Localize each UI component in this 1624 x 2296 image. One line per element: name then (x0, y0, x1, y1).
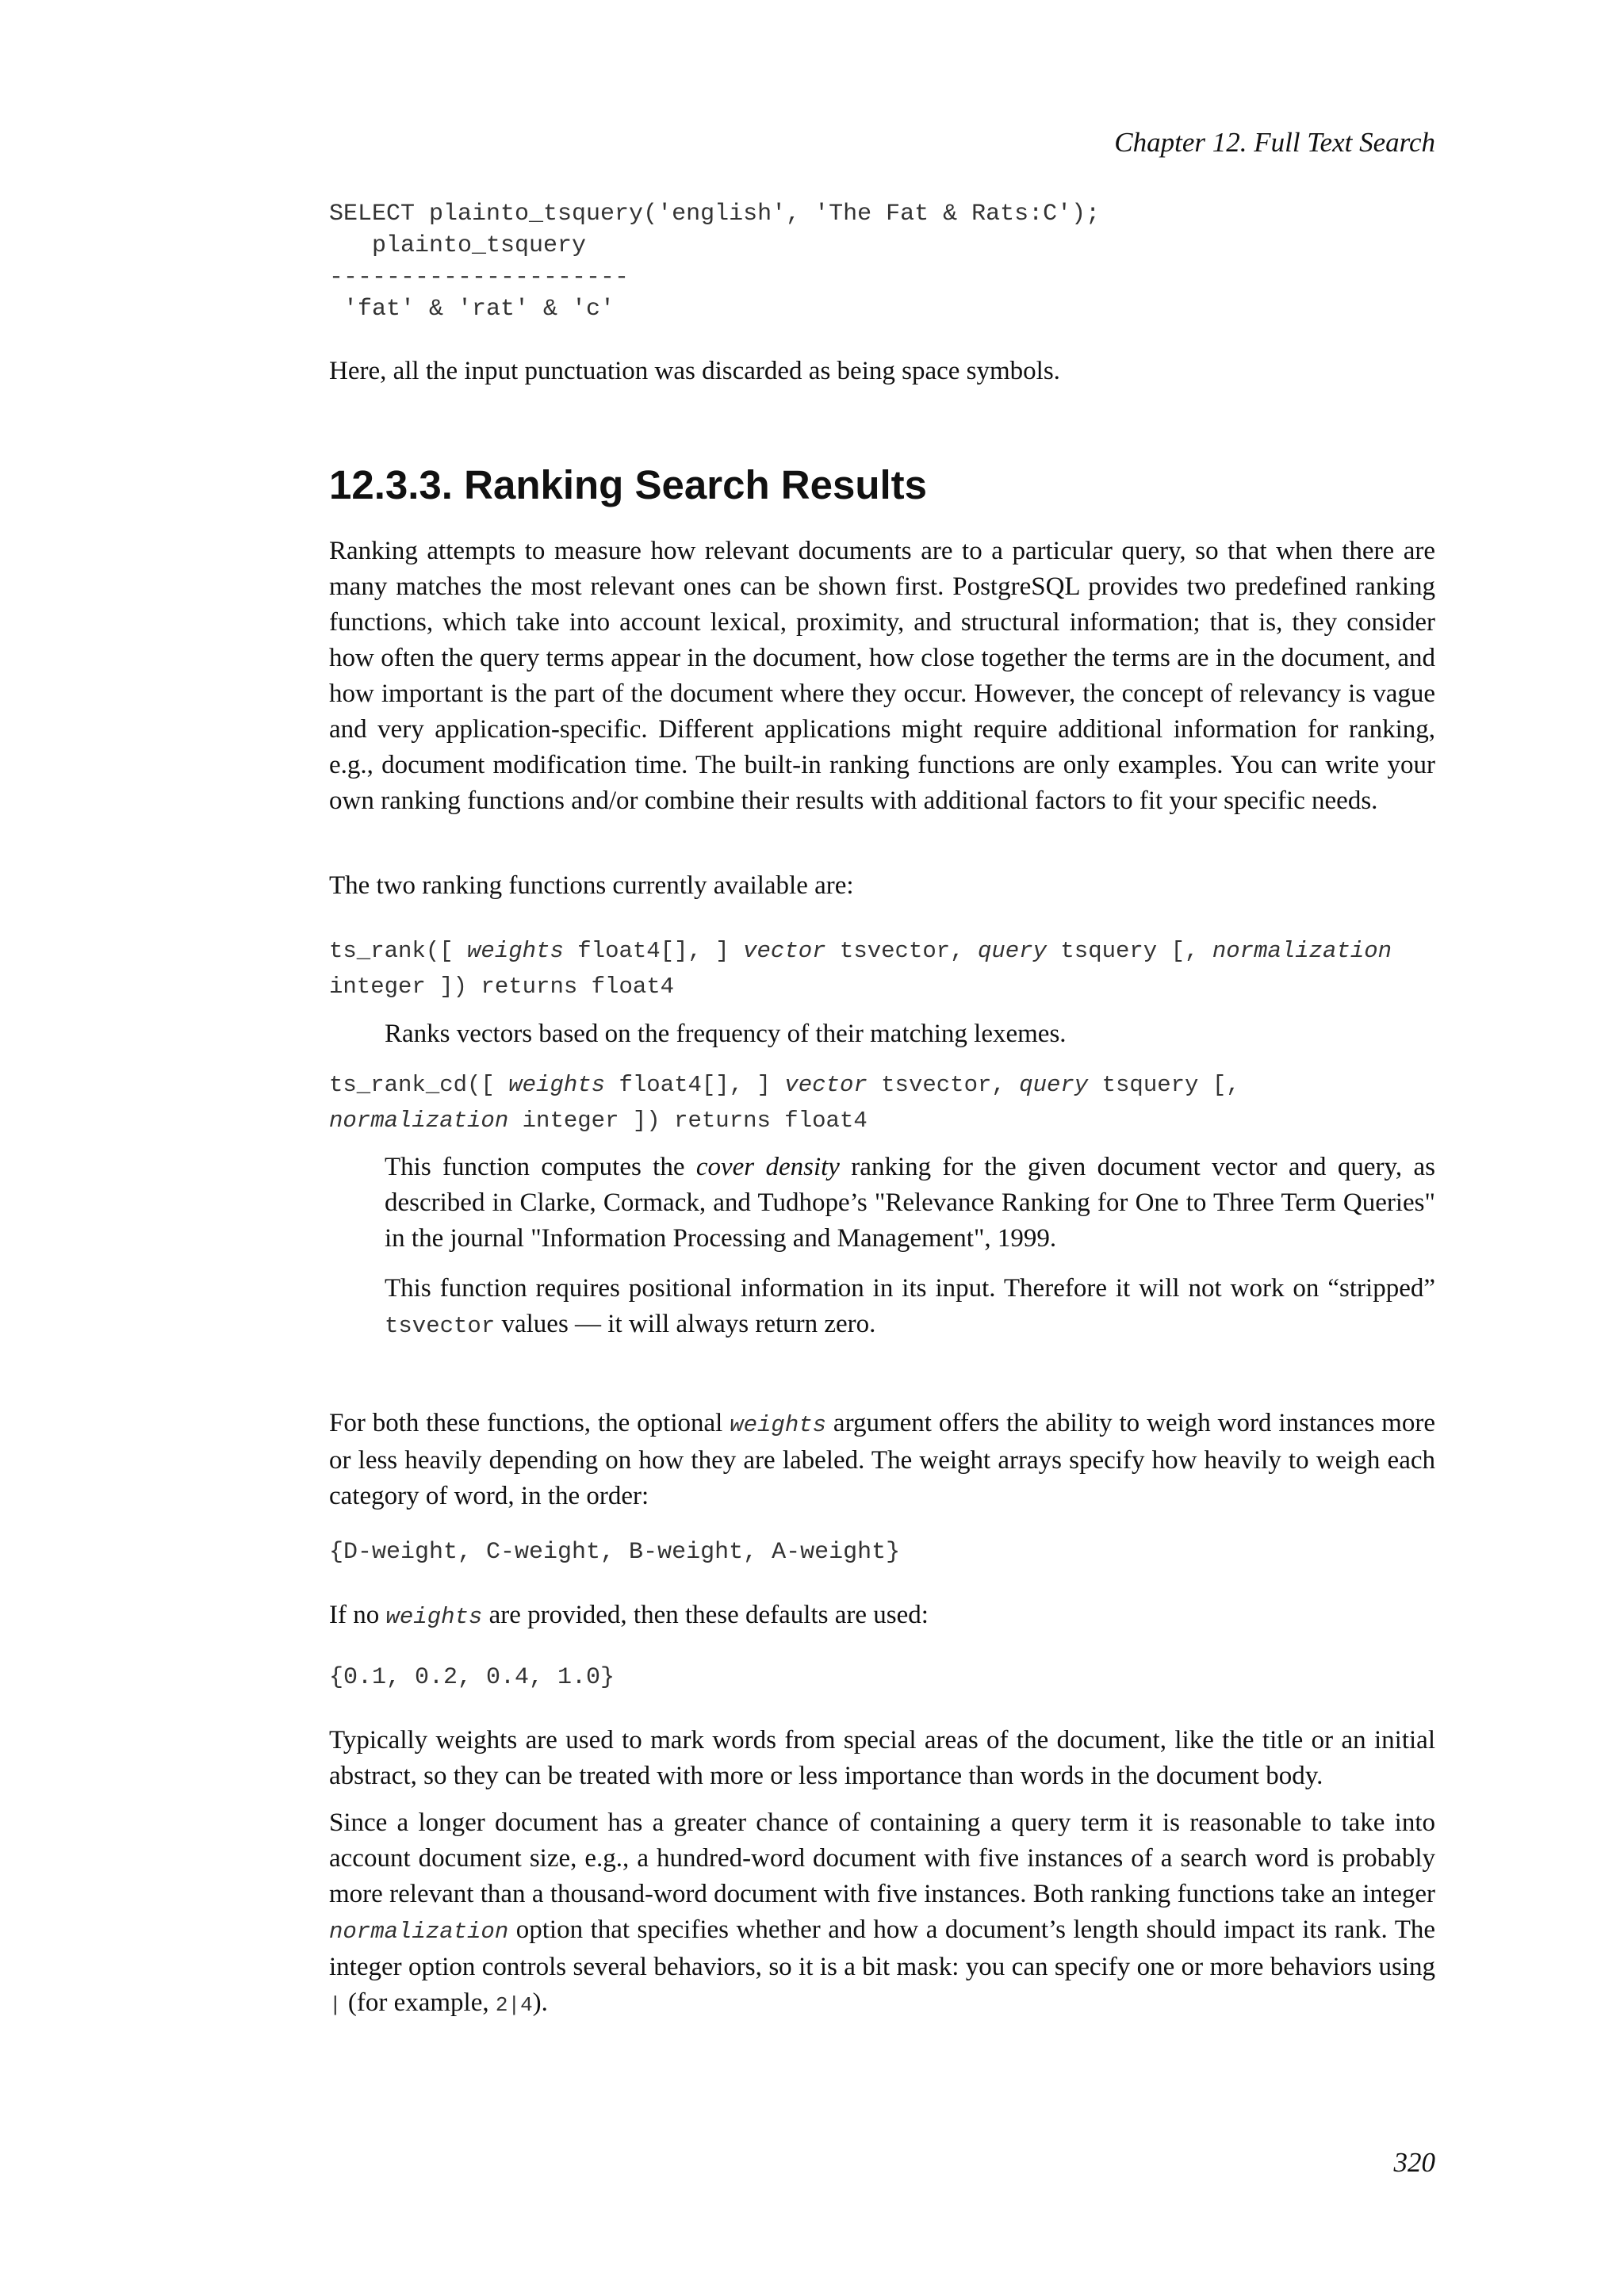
code-weight-order: {D-weight, C-weight, B-weight, A-weight} (329, 1539, 901, 1566)
ts-rank-cd-description: This function computes the cover density ranking for the given document vector and query, as described in Clarke, Cormack, and Tudhope’s "Relevance Ranking for One to Three Term Queries" in the journal "Information Processing and Management", 1999. (385, 1153, 1435, 1253)
arg-vector: vector (784, 1072, 868, 1098)
ts-rank-cd-positional-note: This function requires positional information in its input. Therefore it will not work on “stripped” tsvector values — it will always return zero. (385, 1274, 1435, 1339)
function-signature-ts-rank: ts_rank([ weights float4[], ] vector tsvector, query tsquery [, normalization integer ]) returns float4 (329, 938, 1392, 1000)
arg-query: query (977, 938, 1047, 964)
code-example-plainto-tsquery (329, 198, 1100, 325)
arg-vector: vector (743, 938, 826, 964)
inline-arg-normalization: normalization (329, 1919, 509, 1945)
arg-normalization: normalization (329, 1108, 509, 1134)
emphasis-cover-density: cover density (695, 1153, 840, 1181)
code-line: --------------------- (329, 264, 630, 291)
inline-arg-weights: weights (730, 1412, 827, 1438)
paragraph-punctuation: Here, all the input punctuation was discarded as being space symbols. (329, 357, 1060, 385)
running-header: Chapter 12. Full Text Search (1114, 127, 1435, 158)
code-line: plainto_tsquery (329, 232, 587, 259)
paragraph-no-weights: If no weights are provided, then these defaults are used: (329, 1601, 929, 1630)
inline-code-tsvector: tsvector (385, 1313, 496, 1339)
code-line: 'fat' & 'rat' & 'c' (329, 296, 615, 323)
paragraph-ranking-intro: Ranking attempts to measure how relevant documents are to a particular query, so that when there are many matches the most relevant ones can be shown first. PostgreSQL provides two predefined ranking functions, which take into account lexical, proximity, and structural information; that is, they consider how often the query terms appear in the document, how close together the terms are in the document, and how important is the part of the document where they occur. However, the concept of relevancy is vague and very application-specific. Different applications might require additional information for ranking, e.g., document modification time. The built-in ranking functions are only examples. You can write your own ranking functions and/or combine their results with additional factors to fit your specific needs. (329, 537, 1435, 815)
arg-normalization: normalization (1212, 938, 1392, 964)
function-signature-ts-rank-cd: ts_rank_cd([ weights float4[], ] vector tsvector, query tsquery [, normalization integer ]) returns float4 (329, 1072, 1240, 1134)
ts-rank-description: Ranks vectors based on the frequency of their matching lexemes. (385, 1020, 1067, 1048)
code-line: SELECT plainto_tsquery('english', 'The Fat & Rats:C'); (329, 201, 1101, 228)
paragraph-typically: Typically weights are used to mark words from special areas of the document, like the title or an initial abstract, so they can be treated with more or less importance than words in the document body. (329, 1726, 1435, 1790)
section-title: 12.3.3. Ranking Search Results (329, 462, 927, 507)
paragraph-weights: For both these functions, the optional weights argument offers the ability to weigh word instances more or less heavily depending on how they are labeled. The weight arrays specify how heavily to weigh each category of word, in the order: (329, 1409, 1435, 1510)
arg-weights: weights (508, 1072, 606, 1098)
paragraph-two-functions: The two ranking functions currently available are: (329, 871, 854, 900)
inline-code-pipe: | (329, 1993, 342, 2017)
arg-query: query (1019, 1072, 1089, 1098)
inline-code-example: 2|4 (495, 1993, 533, 2017)
inline-arg-weights: weights (385, 1604, 483, 1630)
paragraph-normalization: Since a longer document has a greater chance of containing a query term it is reasonable to take into account document size, e.g., a hundred-word document with five instances of a search word is probably more relevant than a thousand-word document with five instances. Both ranking functions take an integer normalization option that specifies whether and how a document’s length should impact its rank. The integer option controls several behaviors, so it is a bit mask: you can specify one or more behaviors using | (for example, 2|4). (329, 1808, 1435, 2017)
arg-weights: weights (467, 938, 564, 964)
page-number: 320 (1393, 2147, 1435, 2178)
code-default-weights: {0.1, 0.2, 0.4, 1.0} (329, 1664, 615, 1691)
